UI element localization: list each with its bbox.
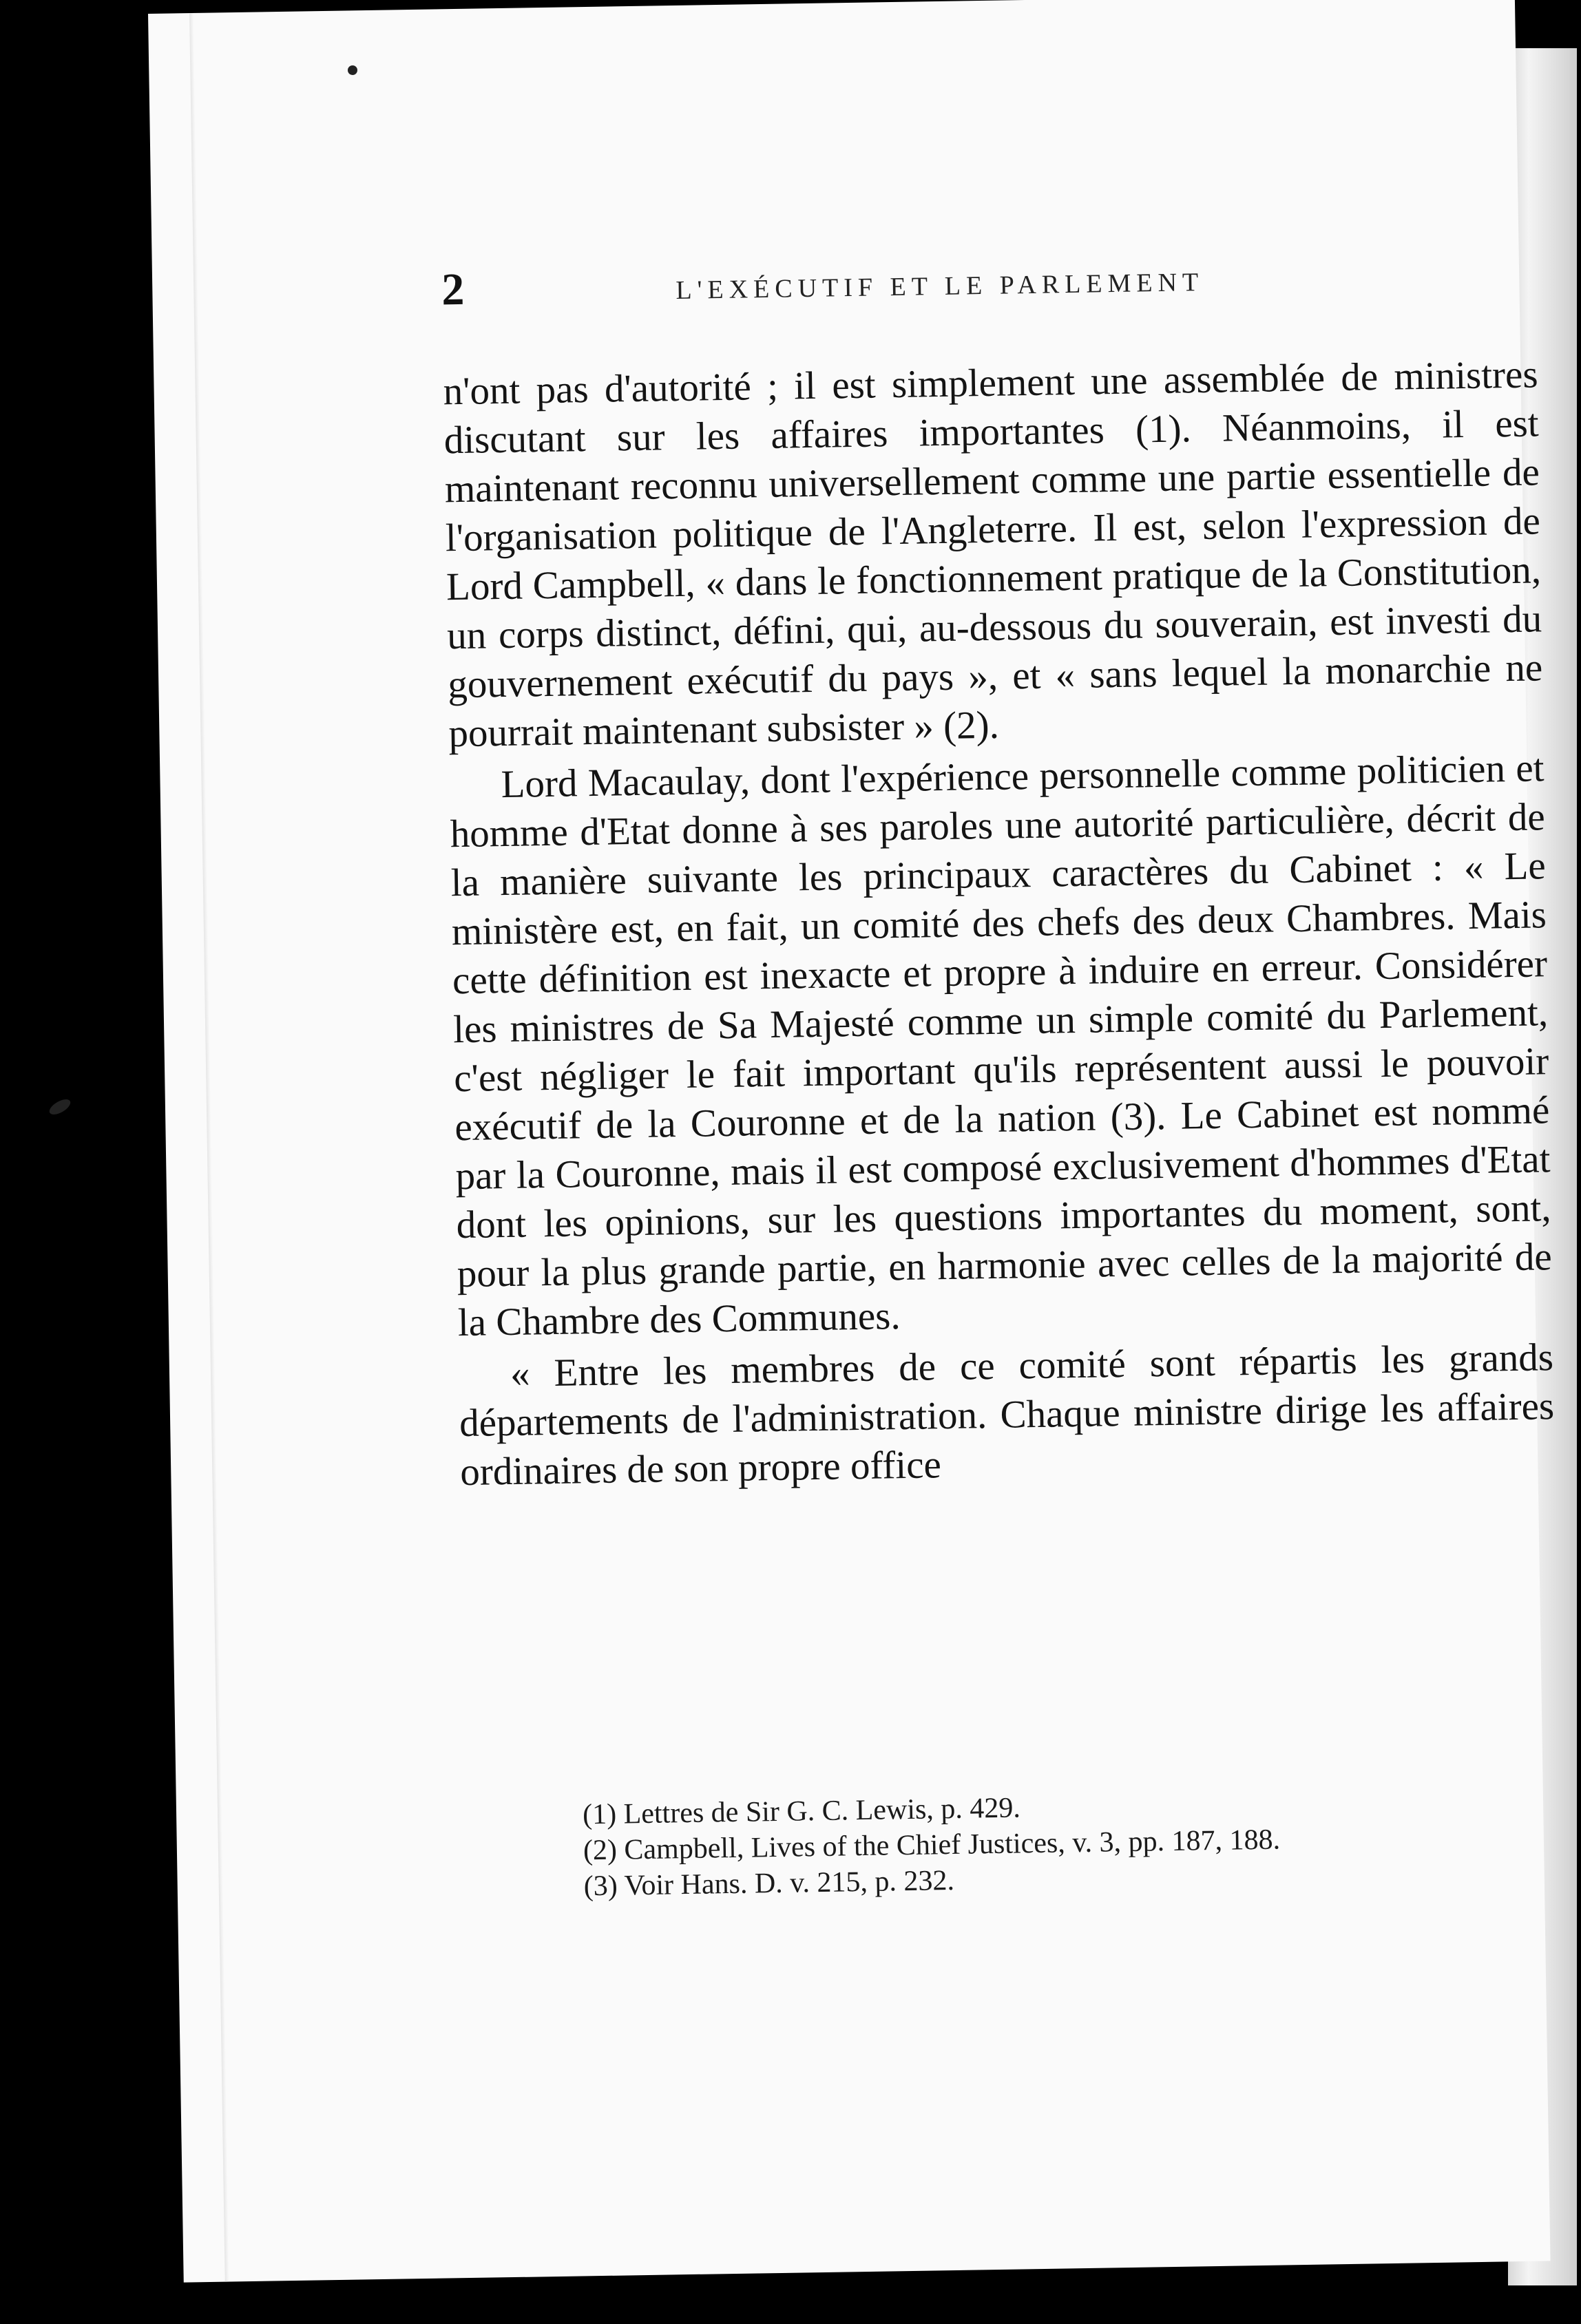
ink-speck	[47, 1097, 72, 1118]
running-title: L'EXÉCUTIF ET LE PARLEMENT	[676, 267, 1204, 306]
paragraph-1: n'ont pas d'autorité ; il est simplement une assemblée de ministres discutant sur les affaires importantes (1). Néanmoins, il est maintenant reconnu universellement comme une partie essentielle de l'organisation politique de l'Angleterre. Il est, selon l'expression de Lord Campbell, « dans le fonctionnement pratique de la Constitution, un corps distinct, défini, qui, au-dessous du souverain, est investi du gouvernement exécutif du pays », et « sans lequel la monarchie ne pourrait maintenant subsister » (2).	[443, 352, 1543, 756]
footnote-3: (3) Voir Hans. D. v. 215, p. 232.	[583, 1864, 955, 1903]
footnotes	[583, 1781, 1581, 1905]
paragraph-2: Lord Macaulay, dont l'expérience personnelle comme politicien et homme d'Etat donne à ses paroles une autorité particulière, décrit de la manière suivante les principaux caractères du Cabinet : « Le ministère est, en fait, un comité des chefs des deux Chambres. Mais cette définition est inexacte et propre à induire en erreur. Considérer les ministres de Sa Majesté comme un simple comité du Parlement, c'est négliger le fait important qu'ils représentent aussi le pouvoir exécutif de la Couronne et de la nation (3). Le Cabinet est nommé par la Couronne, mais il est composé exclusivement d'hommes d'Etat dont les opinions, sur les questions importantes du moment, sont, pour la plus grande partie, en harmonie avec celles de la majorité de la Chambre des Communes.	[450, 746, 1553, 1345]
page-fold	[189, 13, 229, 2282]
body-text	[443, 350, 1556, 1497]
book-page	[148, 0, 1555, 2283]
page-header	[441, 246, 1537, 319]
footnote-2: (2) Campbell, Lives of the Chief Justices, v. 3, pp. 187, 188.	[583, 1824, 1281, 1867]
ink-speck	[348, 65, 357, 75]
page-number: 2	[441, 264, 465, 315]
footnote-1: (1) Lettres de Sir G. C. Lewis, p. 429.	[582, 1792, 1021, 1831]
paragraph-3: « Entre les membres de ce comité sont répartis les grands départements de l'administration. Chaque ministre dirige les affaires ordinaires de son propre office	[459, 1335, 1555, 1494]
